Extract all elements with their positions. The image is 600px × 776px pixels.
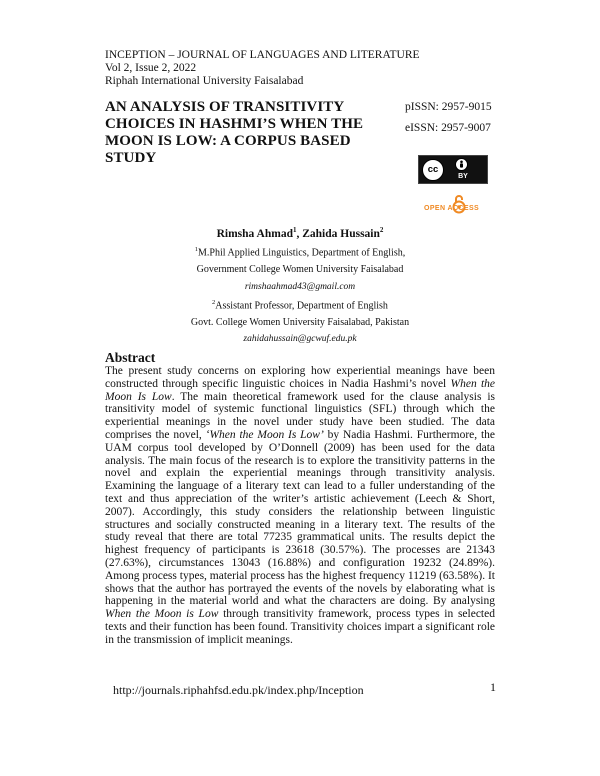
authors [0, 226, 600, 240]
publisher: Riphah International University Faisalabad [105, 75, 304, 87]
cc-icon: cc [422, 159, 444, 181]
author-2-email[interactable]: zahidahussain@gcwuf.edu.pk [243, 334, 357, 344]
print-issn: pISSN: 2957-9015 [405, 101, 492, 113]
page-number: 1 [490, 680, 496, 694]
paper-title: AN ANALYSIS OF TRANSITIVITY CHOICES IN HASHMI’S WHEN THE MOON IS LOW: A CORPUS BASED STUDY [105, 99, 364, 166]
author-2-sup: 2 [379, 226, 384, 234]
author-1: Rimsha Ahmad [216, 227, 293, 240]
open-access-label: OPEN ACCESS [424, 205, 480, 212]
journal-name: INCEPTION – JOURNAL OF LANGUAGES AND LITERATURE [105, 49, 420, 61]
abstract-body: The present study concerns on exploring how experiential meanings have been constructed through specific linguistic choices in Nadia Hashmi’s novel When the Moon Is Low. The main theoretical framework used for the clause analysis is transitivity model of systemic functional linguistics (SFL) through which the experiential meanings in the novel under study have been studied. The data comprises the novel, ‘When the Moon Is Low’ by Nadia Hashmi. Furthermore, the UAM corpus tool developed by O’Donnell (2009) has been used for the data analysis. The main focus of the research is to explore the transitivity patterns in the novel and explain the experiential meanings through transitivity analysis. Examining the language of a literary text can lead to a fuller understanding of the text and thus appreciation of the writer’s artistic achievement (Leech & Short, 2007). Accordingly, this study considers the relationship between linguistic structures and socially constructed meaning in a literary text. The results of the study reveal that there are total 77235 grammatical units. The results depict the highest frequency of participants is 23618 (30.57%). The processes are 21343 (27.63%), circumstances 13043 (16.88%) and configuration 19232 (24.89%). Among process types, material process has the highest frequency 11219 (63.58%). It shows that the author has portrayed the events of the novels by elaborating what is happening in the material world and what the characters are doing. By analysing When the Moon is Low through transitivity framework, process types in selected texts and their function has been found. Transitivity choices impart a significant role in the transmission of implicit meanings. [105, 365, 496, 646]
affiliation-1-line-1: $^1$M.Phil Applied Linguistics, Department of English, [194, 246, 406, 259]
journal-url-link[interactable]: http://journals.riphahfsd.edu.pk/index.php/Inception [113, 683, 364, 697]
author-1-sup: 1 [292, 226, 297, 234]
by-label: BY [458, 173, 468, 180]
abstract-heading: Abstract [105, 350, 156, 365]
volume-issue: Vol 2, Issue 2, 2022 [105, 62, 197, 74]
person-icon [455, 158, 468, 171]
affiliation-2-line-1: $^2$Assistant Professor, Department of English [212, 299, 388, 312]
electronic-issn: eISSN: 2957-9007 [405, 122, 491, 134]
affiliation-1-line-2: Government College Women University Faisalabad [196, 264, 404, 275]
author-2: Zahida Hussain [302, 227, 380, 240]
cc-by-license-badge[interactable] [418, 155, 488, 184]
open-access-logo [424, 194, 494, 216]
author-separator: , [296, 227, 303, 240]
affiliation-2-line-2: Govt. College Women University Faisalabad, Pakistan [190, 317, 410, 328]
author-1-email[interactable]: rimshaahmad43@gmail.com [244, 282, 356, 292]
